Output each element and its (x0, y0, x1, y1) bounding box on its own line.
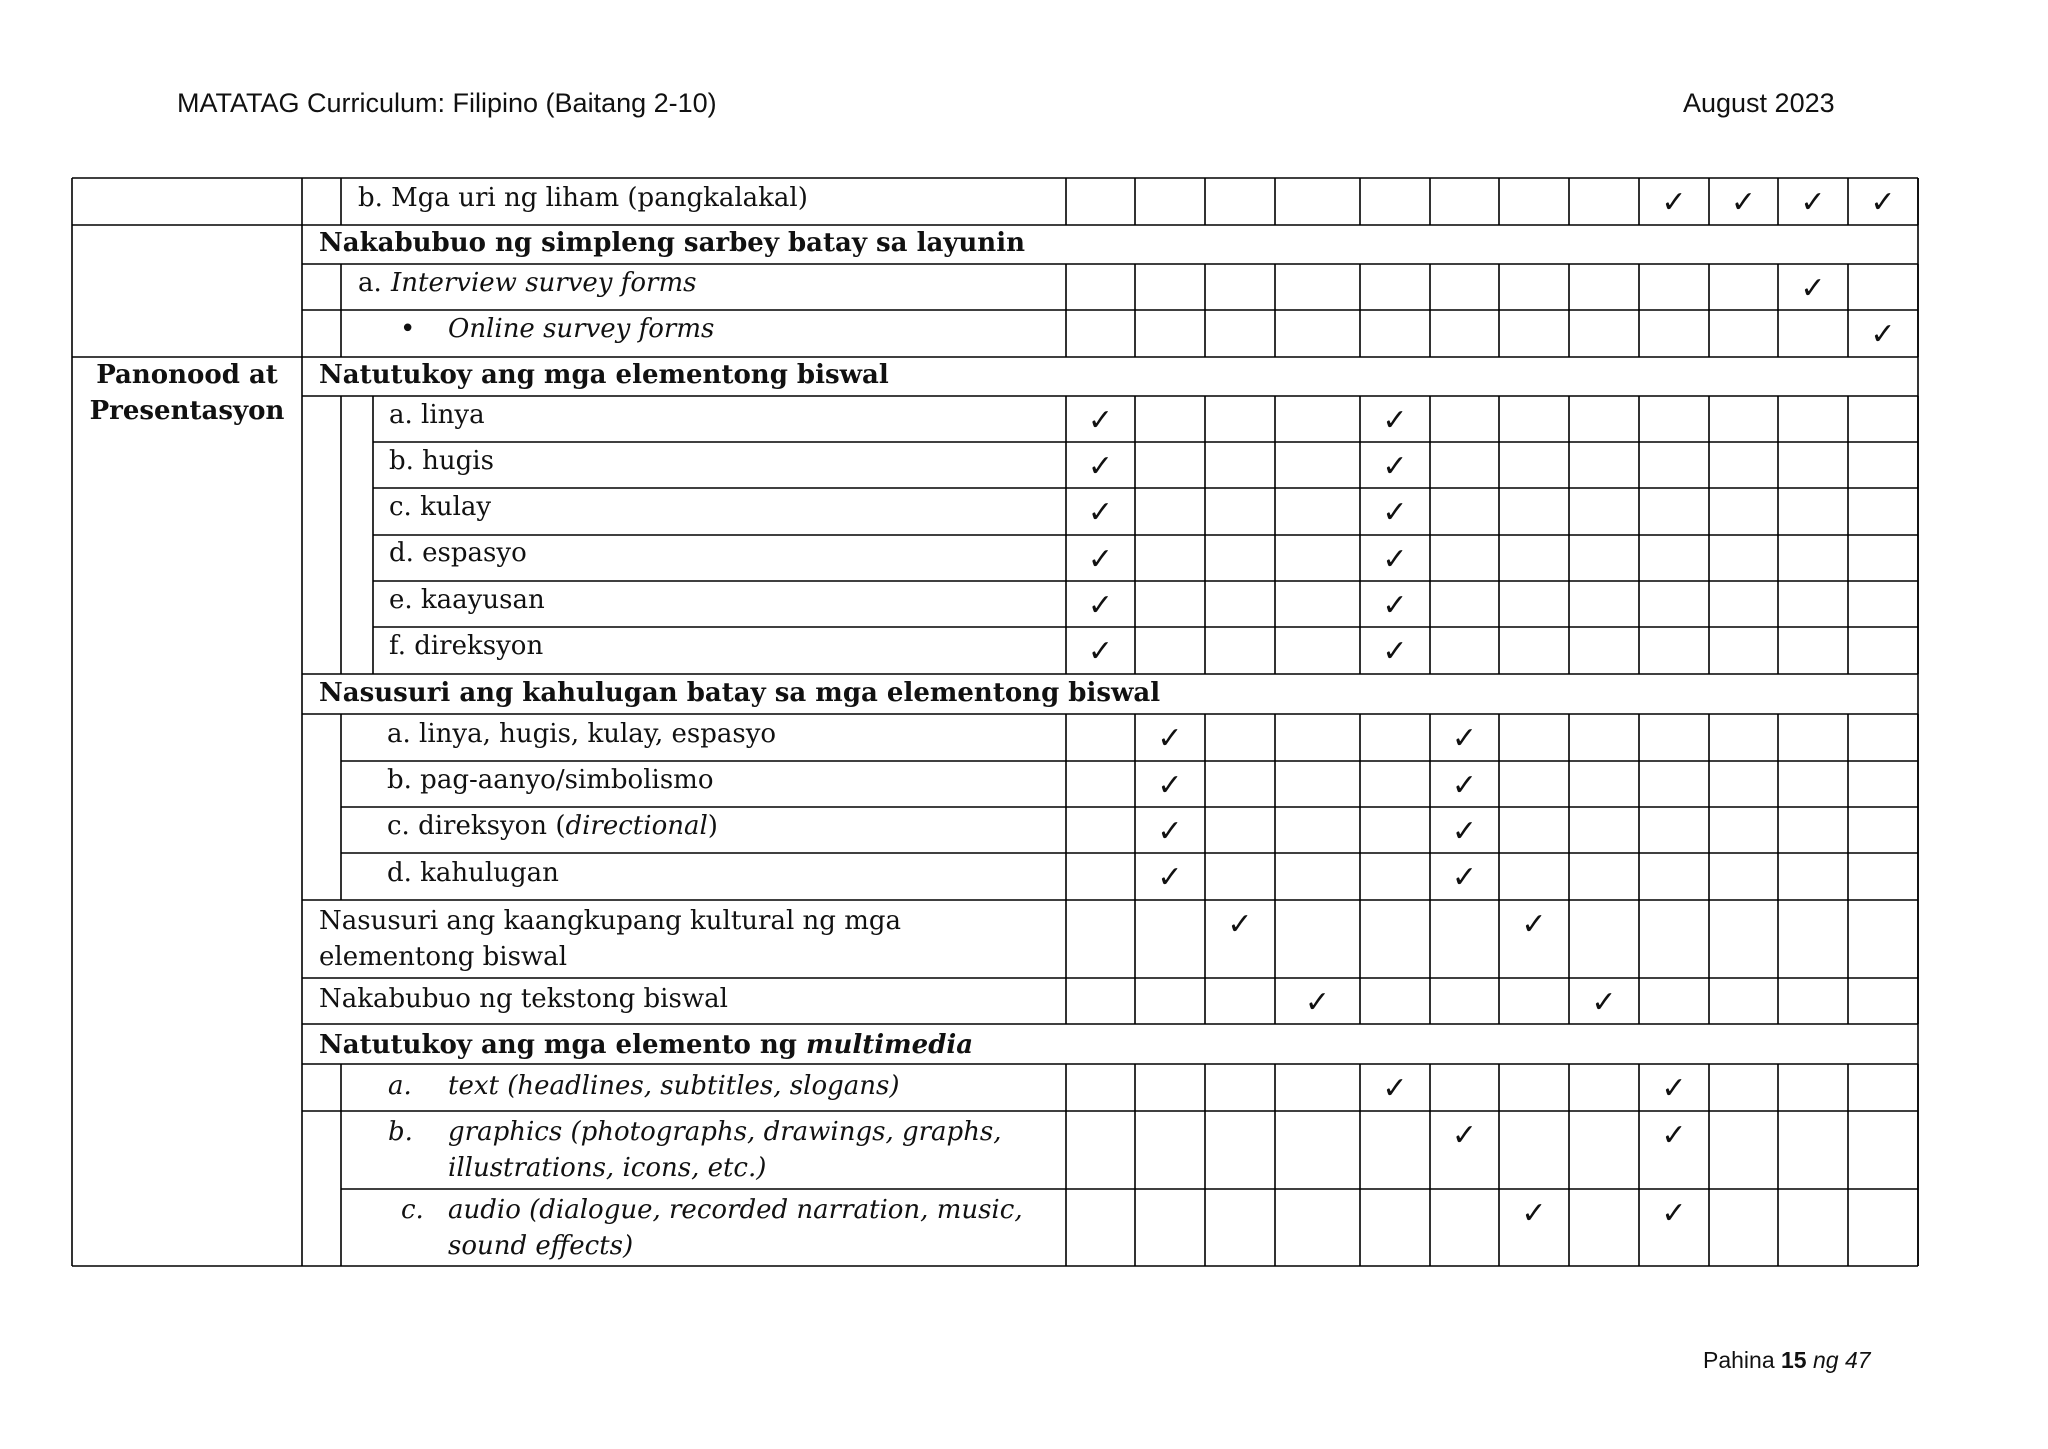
row-3-text: Online survey forms (448, 314, 715, 344)
footer-prefix: Pahina (1703, 1347, 1775, 1373)
row-3-bullet: • (400, 314, 416, 344)
row-8-text: d. espasyo (389, 538, 527, 568)
document-header-title: MATATAG Curriculum: Filipino (Baitang 2-10) (177, 88, 717, 118)
check-mark: ✓ (1661, 1071, 1687, 1106)
check-mark: ✓ (1870, 185, 1896, 220)
check-mark: ✓ (1304, 985, 1331, 1020)
row-2-prefix: a. (358, 268, 382, 298)
check-mark: ✓ (1382, 1071, 1408, 1106)
check-mark: ✓ (1157, 768, 1183, 803)
check-mark: ✓ (1157, 721, 1183, 756)
check-mark: ✓ (1087, 588, 1114, 623)
section-label-line2: Presentasyon (89, 396, 285, 426)
row-14-text-a (387, 808, 718, 844)
page-footer (1703, 1347, 1871, 1374)
row-7-text: c. kulay (389, 492, 492, 522)
row-14-prefix: c. direksyon ( (387, 811, 566, 841)
row-18-heading (319, 1027, 973, 1063)
check-mark: ✓ (1870, 317, 1896, 352)
check-mark: ✓ (1451, 814, 1478, 849)
check-mark: ✓ (1157, 860, 1183, 895)
check-mark: ✓ (1661, 185, 1687, 220)
check-mark: ✓ (1521, 1196, 1547, 1231)
row-0-text: b. Mga uri ng liham (pangkalakal) (358, 183, 808, 213)
footer-total: 47 (1844, 1347, 1871, 1373)
check-mark: ✓ (1382, 542, 1408, 577)
row-16-line1: Nasusuri ang kaangkupang kultural ng mga (319, 906, 902, 936)
row-14-italic: directional (565, 811, 708, 841)
row-17-text: Nakabubuo ng tekstong biswal (319, 984, 728, 1014)
row-20-line2: illustrations, icons, etc.) (448, 1153, 767, 1183)
check-mark: ✓ (1382, 588, 1408, 623)
check-mark: ✓ (1730, 185, 1757, 220)
row-13-text: b. pag-aanyo/simbolismo (387, 765, 714, 795)
footer-page-number: 15 (1781, 1347, 1807, 1373)
check-mark: ✓ (1451, 768, 1478, 803)
row-20-letter: b. (388, 1117, 413, 1147)
check-mark: ✓ (1087, 634, 1114, 669)
check-mark: ✓ (1800, 185, 1826, 220)
check-mark: ✓ (1382, 403, 1408, 438)
check-mark: ✓ (1661, 1196, 1687, 1231)
row-18-prefix: Natutukoy ang mga elemento ng (319, 1030, 806, 1060)
row-5-text: a. linya (389, 400, 485, 430)
row-6-text: b. hugis (389, 446, 494, 476)
row-9-text: e. kaayusan (389, 585, 545, 615)
check-mark: ✓ (1661, 1118, 1687, 1153)
document-header-date: August 2023 (1683, 88, 1835, 118)
check-mark: ✓ (1451, 860, 1478, 895)
row-1-heading: Nakabubuo ng simpleng sarbey batay sa layunin (319, 228, 1025, 258)
row-21-letter: c. (401, 1195, 424, 1225)
check-mark: ✓ (1382, 495, 1408, 530)
check-mark: ✓ (1087, 495, 1114, 530)
check-mark: ✓ (1800, 271, 1826, 306)
row-14-suffix: ) (707, 811, 718, 841)
row-19-letter: a. (388, 1071, 412, 1101)
row-2-text: Interview survey forms (391, 268, 697, 298)
row-19-text: text (headlines, subtitles, slogans) (448, 1071, 900, 1101)
footer-sep: ng (1813, 1347, 1839, 1373)
check-mark: ✓ (1087, 542, 1114, 577)
check-mark: ✓ (1382, 449, 1408, 484)
check-mark: ✓ (1451, 721, 1478, 756)
row-12-text: a. linya, hugis, kulay, espasyo (387, 719, 777, 749)
row-20-line1: graphics (photographs, drawings, graphs, (448, 1117, 1002, 1147)
row-4-heading: Natutukoy ang mga elementong biswal (319, 360, 889, 390)
check-mark: ✓ (1157, 814, 1183, 849)
check-mark: ✓ (1451, 1118, 1478, 1153)
section-label-line1: Panonood at (96, 360, 278, 390)
check-mark: ✓ (1521, 907, 1547, 942)
row-21-line2: sound effects) (448, 1231, 634, 1261)
row-21-line1: audio (dialogue, recorded narration, music, (448, 1195, 1023, 1225)
row-10-text: f. direksyon (389, 631, 544, 661)
row-15-text: d. kahulugan (387, 858, 559, 888)
row-11-heading: Nasusuri ang kahulugan batay sa mga elementong biswal (319, 678, 1161, 708)
check-mark: ✓ (1227, 907, 1253, 942)
row-16-line2: elementong biswal (319, 942, 568, 972)
check-mark: ✓ (1087, 449, 1114, 484)
check-mark: ✓ (1591, 985, 1617, 1020)
check-mark: ✓ (1382, 634, 1408, 669)
row-18-italic: multimedia (805, 1030, 974, 1060)
check-mark: ✓ (1087, 403, 1114, 438)
